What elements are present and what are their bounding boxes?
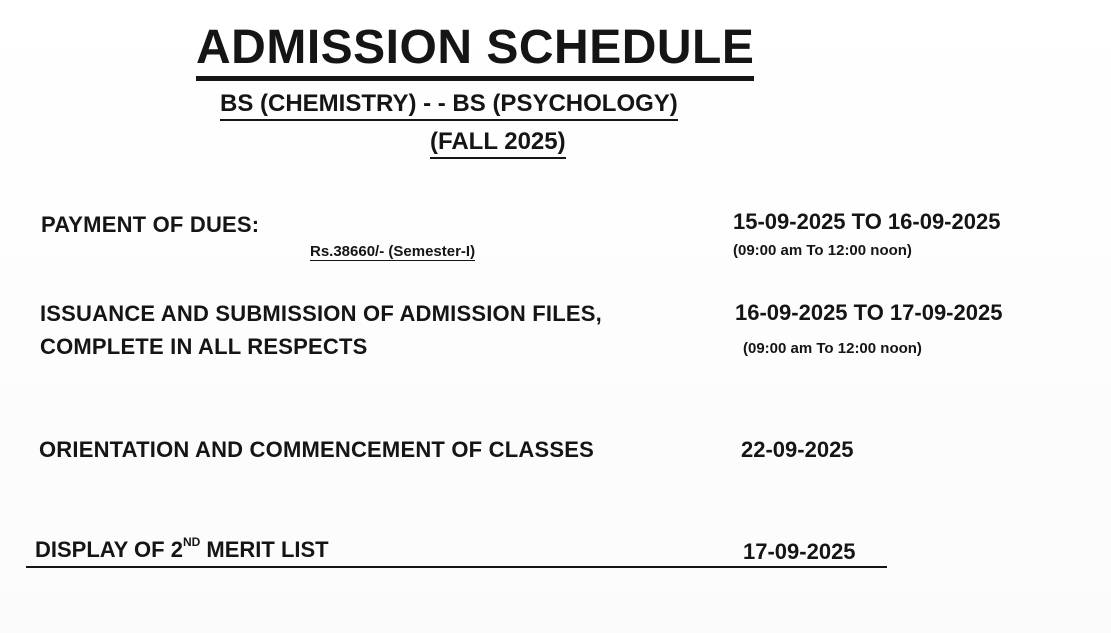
admission-files-label-line-2: COMPLETE IN ALL RESPECTS (40, 334, 368, 359)
program-subtitle: BS (CHEMISTRY) - - BS (PSYCHOLOGY) (220, 92, 678, 121)
admission-files-date-range: 16-09-2025 TO 17-09-2025 (735, 300, 1003, 325)
merit-list-underline (26, 566, 887, 568)
orientation-date: 22-09-2025 (741, 437, 854, 462)
payment-time-range: (09:00 am To 12:00 noon) (733, 242, 912, 259)
term-label: (FALL 2025) (430, 130, 566, 159)
payment-amount: Rs.38660/- (Semester-I) (310, 243, 476, 260)
orientation-label: ORIENTATION AND COMMENCEMENT OF CLASSES (39, 437, 594, 462)
second-merit-list-label-prefix: DISPLAY OF 2 (35, 537, 183, 562)
payment-of-dues-label: PAYMENT OF DUES: (41, 212, 260, 237)
second-merit-list-label (35, 534, 329, 562)
second-merit-list-ordinal: ND (182, 534, 201, 549)
admission-files-label-line-1: ISSUANCE AND SUBMISSION OF ADMISSION FILES, (40, 301, 602, 326)
document-title: ADMISSION SCHEDULE (196, 24, 754, 81)
second-merit-list-label-suffix: MERIT LIST (200, 537, 329, 562)
second-merit-list-date: 17-09-2025 (743, 539, 856, 564)
admission-files-time-range: (09:00 am To 12:00 noon) (743, 340, 922, 357)
payment-date-range: 15-09-2025 TO 16-09-2025 (733, 209, 1001, 234)
